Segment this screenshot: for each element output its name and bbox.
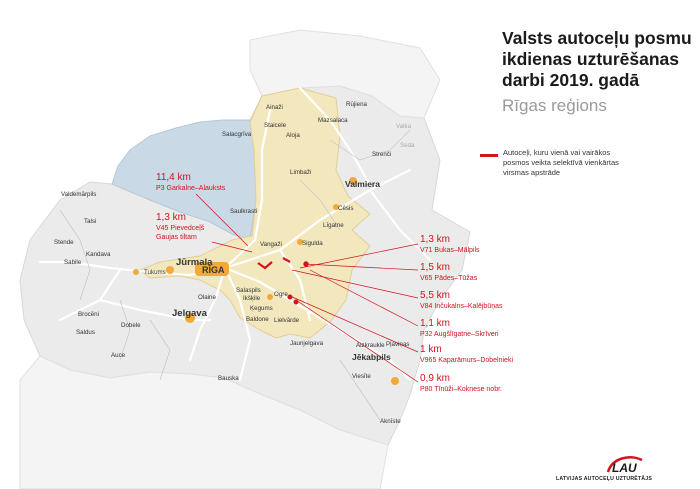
jekabpils-marker bbox=[391, 377, 399, 385]
annotation-km: 11,4 km bbox=[156, 172, 191, 183]
place-baldone: Baldone bbox=[246, 316, 269, 323]
place-cesis: Cēsis bbox=[338, 205, 354, 212]
annotation-road: V84 Inčukalns–Kalējbūņas bbox=[420, 303, 503, 310]
place-aloja: Aloja bbox=[286, 132, 300, 139]
annotation-road: V965 Kaparāmurs–Dobelnieki bbox=[420, 357, 513, 364]
annotation-road: V45 Pievedceļš bbox=[156, 225, 205, 232]
place-limbazi: Limbaži bbox=[290, 169, 312, 176]
place-salaspils: Salaspils bbox=[236, 287, 261, 294]
annotation-road: P3 Garkalne–Alauksts bbox=[156, 185, 226, 192]
place-bauska: Bauska bbox=[218, 375, 239, 382]
annotation-km: 1,5 km bbox=[420, 262, 451, 273]
place-jelgava: Jelgava bbox=[172, 308, 207, 319]
place-sigulda: Sigulda bbox=[302, 240, 323, 247]
legend-text bbox=[503, 148, 673, 178]
annotation-km: 1,3 km bbox=[420, 234, 451, 245]
place-jurmala: Jūrmala bbox=[176, 257, 213, 268]
annotation-km: 1,1 km bbox=[420, 318, 451, 329]
place-tukums: Tukums bbox=[144, 269, 166, 276]
place-sabile: Sabile bbox=[64, 259, 82, 266]
place-talsi: Talsi bbox=[84, 218, 97, 225]
legend-line: Autoceļi, kuru vienā vai vairākos bbox=[503, 148, 611, 157]
place-saldus: Saldus bbox=[76, 329, 95, 336]
logo-caption: LATVIJAS AUTOCEĻU UZTURĒTĀJS bbox=[556, 476, 652, 482]
place-olaine: Olaine bbox=[198, 294, 216, 301]
place-rujiena: Rūjiena bbox=[346, 101, 367, 108]
place-valmiera: Valmiera bbox=[345, 179, 380, 189]
place-strenci: Strenči bbox=[372, 151, 392, 158]
annotation-road: V71 Bukas–Mālpils bbox=[420, 247, 480, 254]
place-viesite: Viesīte bbox=[352, 373, 371, 380]
title-line: Valsts autoceļu posmu bbox=[502, 28, 692, 48]
jurmala-marker bbox=[166, 266, 174, 274]
map-title bbox=[502, 28, 700, 91]
place-ainazi: Ainaži bbox=[266, 104, 283, 111]
place-mazsalaca: Mazsalaca bbox=[318, 117, 348, 124]
annotation-km: 0,9 km bbox=[420, 373, 451, 384]
ogre-marker bbox=[267, 294, 273, 300]
place-kandava: Kandava bbox=[86, 251, 111, 258]
annotation-road: P32 Augšlīgatne–Skrīveri bbox=[420, 331, 499, 338]
legend-swatch bbox=[480, 154, 498, 157]
logo-mark: LAU bbox=[612, 461, 637, 475]
title-line: darbi 2019. gadā bbox=[502, 70, 640, 90]
place-aizkraukle: Aizkraukle bbox=[356, 342, 385, 349]
map-subtitle: Rīgas reģions bbox=[502, 96, 607, 115]
place-ligatne: Līgatne bbox=[323, 222, 344, 229]
place-vangazi: Vangaži bbox=[260, 241, 282, 248]
annotation-km: 1 km bbox=[420, 344, 442, 355]
place-seda: Seda bbox=[400, 142, 415, 149]
place-broceni: Brocēni bbox=[78, 311, 99, 318]
tukums-marker bbox=[133, 269, 139, 275]
place-jekabpils: Jēkabpils bbox=[352, 352, 391, 362]
place-kegums: Ķegums bbox=[250, 305, 273, 312]
place-salacgriva: Salacgrīva bbox=[222, 131, 252, 138]
place-jaunjelgava: Jaunjelgava bbox=[290, 340, 324, 347]
place-saulkrasti: Saulkrasti bbox=[230, 208, 258, 215]
place-stende: Stende bbox=[54, 239, 74, 246]
legend-line: posmos veikta selektīvā vienkārtas bbox=[503, 158, 619, 167]
place-auce: Auce bbox=[111, 352, 126, 359]
annotation-road: V65 Pādes–Tūžas bbox=[420, 275, 478, 282]
annotation-road: P80 Tīnūži–Koknese nobr. bbox=[420, 386, 502, 393]
annotation-road: Gaujas tiltam bbox=[156, 234, 197, 241]
place-lielvarde: Lielvārde bbox=[274, 317, 300, 324]
place-ikskile: Ikšķile bbox=[243, 295, 261, 302]
place-ogre: Ogre bbox=[274, 291, 288, 298]
place-valka: Valka bbox=[396, 123, 412, 130]
place-staicele: Staicele bbox=[264, 122, 287, 129]
place-akniste: Aknīste bbox=[380, 418, 401, 425]
annotation-km: 1,3 km bbox=[156, 212, 187, 223]
legend-line: virsmas apstrāde bbox=[503, 168, 561, 177]
place-valdemarpils: Valdemārpils bbox=[61, 191, 97, 198]
place-dobele: Dobele bbox=[121, 322, 141, 329]
place-plavinas: Pļaviņas bbox=[386, 341, 410, 348]
place-riga: RĪGA bbox=[202, 265, 225, 275]
annotation-km: 5,5 km bbox=[420, 290, 451, 301]
title-line: ikdienas uzturēšanas bbox=[502, 49, 680, 69]
